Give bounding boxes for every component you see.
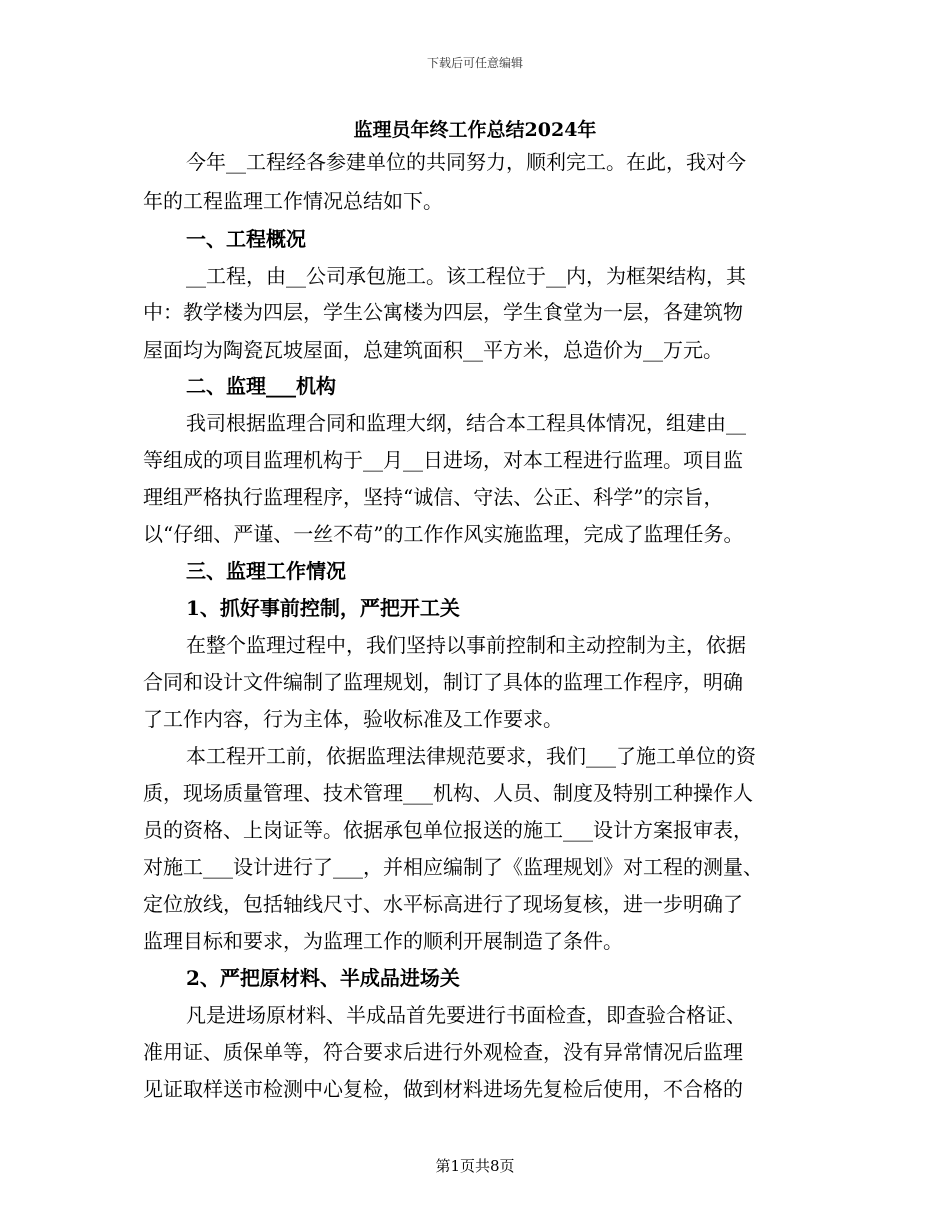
paragraph-line: 中：教学楼为四层，学生公寓楼为四层，学生食堂为一层，各建筑物 (143, 300, 743, 324)
paragraph-line: 合同和设计文件编制了监理规划，制订了具体的监理工作程序，明确 (143, 670, 743, 694)
paragraph-line: 员的资格、上岗证等。依据承包单位报送的施工___设计方案报审表， (143, 818, 753, 842)
paragraph-line: 了工作内容，行为主体，验收标准及工作要求。 (143, 707, 563, 731)
paragraph-line: 我司根据监理合同和监理大纲，结合本工程具体情况，组建由__ (186, 411, 746, 435)
paragraph-line: 准用证、质保单等，符合要求后进行外观检查，没有异常情况后监理 (143, 1040, 743, 1064)
header-note: 下载后可任意编辑 (426, 56, 523, 70)
paragraph-line: 本工程开工前，依据监理法律规范要求，我们___了施工单位的资 (186, 744, 756, 768)
subsection-heading: 2、严把原材料、半成品进场关 (186, 966, 460, 990)
paragraph-line: 以“仔细、严谨、一丝不苟”的工作作风实施监理，完成了监理任务。 (143, 522, 744, 546)
section-heading: 三、监理工作情况 (186, 559, 346, 583)
paragraph-line: 凡是进场原材料、半成品首先要进行书面检查，即查验合格证、 (186, 1003, 746, 1027)
paragraph-line: 理组严格执行监理程序，坚持“诚信、守法、公正、科学”的宗旨， (143, 485, 724, 509)
paragraph-line: 见证取样送市检测中心复检，做到材料进场先复检后使用，不合格的 (143, 1077, 743, 1101)
document-title: 监理员年终工作总结2024年 (353, 119, 597, 141)
section-heading: 一、工程概况 (186, 227, 306, 251)
paragraph-line: 监理目标和要求，为监理工作的顺利开展制造了条件。 (143, 929, 623, 953)
subsection-heading: 1、抓好事前控制，严把开工关 (186, 596, 460, 620)
section-heading: 二、监理___机构 (186, 374, 336, 398)
paragraph-line: __工程，由__公司承包施工。该工程位于__内，为框架结构，其 (186, 264, 746, 288)
paragraph-line: 屋面均为陶瓷瓦坡屋面，总建筑面积__平方米，总造价为__万元。 (143, 338, 723, 362)
paragraph-line: 在整个监理过程中，我们坚持以事前控制和主动控制为主，依据 (186, 633, 746, 657)
paragraph-line: 对施工___设计进行了___，并相应编制了《监理规划》对工程的测量、 (143, 855, 763, 879)
page-footer: 第1页共8页 (435, 1157, 515, 1175)
paragraph-line: 等组成的项目监理机构于__月__日进场，对本工程进行监理。项目监 (143, 448, 743, 472)
paragraph-line: 质，现场质量管理、技术管理___机构、人员、制度及特别工种操作人 (143, 781, 753, 805)
paragraph-line: 今年__工程经各参建单位的共同努力，顺利完工。在此，我对今 (186, 150, 746, 174)
paragraph-line: 年的工程监理工作情况总结如下。 (143, 189, 443, 213)
paragraph-line: 定位放线，包括轴线尺寸、水平标高进行了现场复核，进一步明确了 (143, 892, 743, 916)
